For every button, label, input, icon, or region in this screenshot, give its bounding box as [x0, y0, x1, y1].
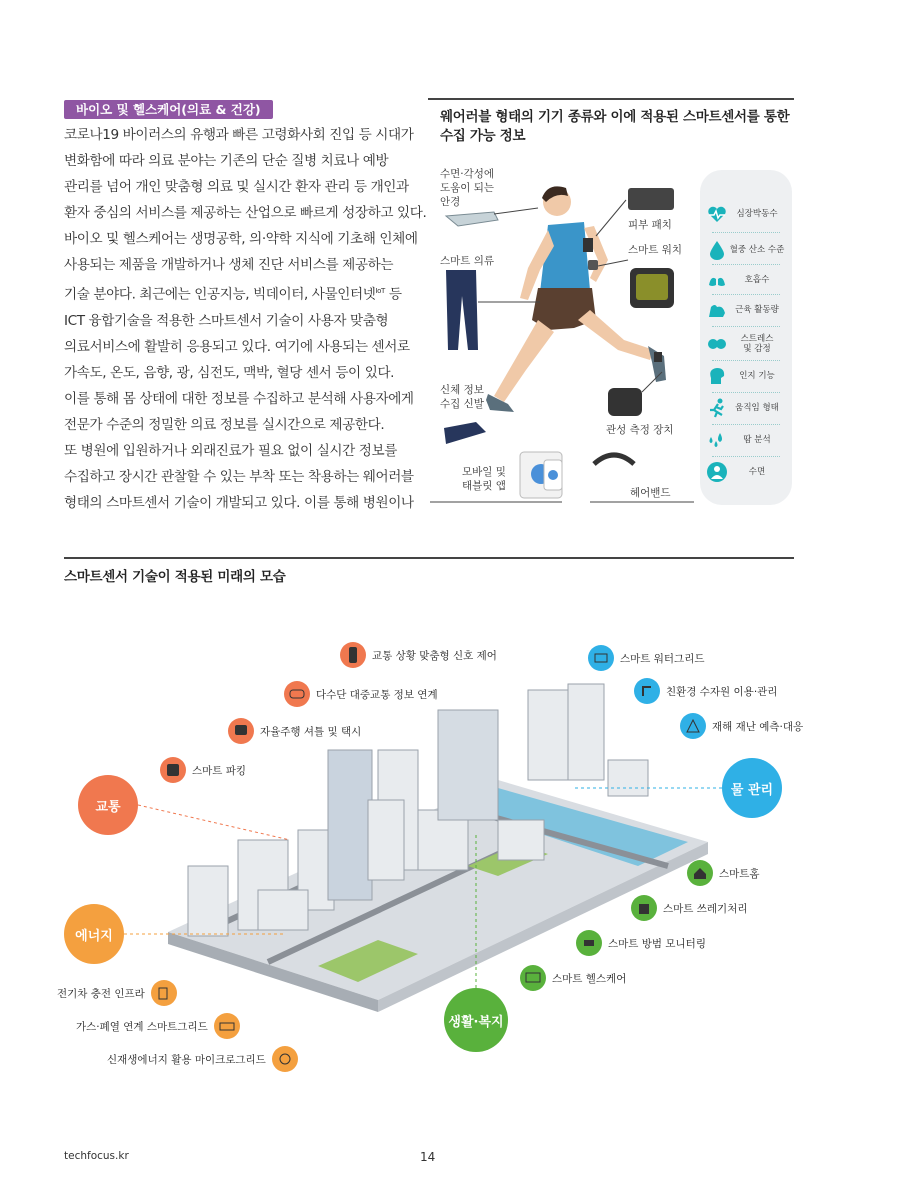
body-line: 이를 통해 몸 상태에 대한 정보를 수집하고 분석해 사용자에게 [64, 390, 414, 407]
body-line: 변화함에 따라 의료 분야는 기존의 단순 질병 치료나 예방 [64, 153, 389, 169]
footer-site: techfocus.kr [64, 1150, 129, 1162]
hub-water: 물 관리 [722, 758, 782, 818]
mobile-label: 모바일 및 태블릿 앱 [462, 466, 506, 492]
transit-route-icon [284, 681, 310, 707]
feature-healthcare: 스마트 헬스케어 [520, 965, 626, 991]
inertial-label: 관성 측정 장치 [606, 424, 674, 436]
feature-autonomous-shuttle: 자율주행 셔틀 및 택시 [228, 718, 361, 744]
glasses-label: 수면·각성에 도움이 되는 안경 [440, 168, 495, 208]
body-line: 의료서비스에 활발히 응용되고 있다. 여기에 사용되는 센서로 [64, 338, 410, 355]
parking-icon [160, 757, 186, 783]
smart-clothing-label: 스마트 의류 [440, 255, 495, 267]
info-respiration: 호흡수 [706, 264, 786, 296]
wearable-title: 웨어러블 형태의 기기 종류와 이에 적용된 스마트센서를 통한 수집 가능 정보 [440, 109, 790, 144]
body-line: 환자 중심의 서비스를 제공하는 산업으로 빠르게 성장하고 있다. [64, 205, 427, 221]
body-line: 또 병원에 입원하거나 외래진료가 필요 없이 실시간 정보를 [64, 442, 398, 459]
iot-superscript: IoT [375, 287, 385, 295]
feature-public-transit: 다수단 대중교통 정보 연계 [284, 681, 438, 707]
info-movement: 움직임 형태 [706, 392, 786, 424]
section-tag: 바이오 및 헬스케어(의료 & 건강) [64, 100, 273, 119]
body-line: 가속도, 온도, 음향, 광, 심전도, 맥박, 혈당 센서 등이 있다. [64, 364, 395, 381]
info-heartbeat: 심장박동수 [706, 198, 786, 230]
smart-watch-label: 스마트 워치 [628, 244, 683, 256]
info-muscle: 근육 활동량 [706, 294, 786, 326]
feature-microgrid: 신재생에너지 활용 마이크로그리드 [107, 1046, 298, 1072]
feature-waste: 스마트 쓰레기처리 [631, 895, 747, 921]
body-line: 관리를 넘어 개인 맞춤형 의료 및 실시간 환자 관리 등 개인과 [64, 179, 409, 195]
feature-security: 스마트 방범 모니터링 [576, 930, 706, 956]
body-line: 코로나19 바이러스의 유행과 빠른 고령화사회 진입 등 시대가 [64, 127, 414, 143]
info-stress: 스트레스 및 감정 [706, 328, 786, 360]
body-line: ICT 융합기술을 적용한 스마트센서 기술이 사용자 맞춤형 [64, 312, 389, 329]
traffic-light-icon [340, 642, 366, 668]
hub-living: 생활·복지 [444, 988, 508, 1052]
body-line: 형태의 스마트센서 기술이 개발되고 있다. 이를 통해 병원이나 [64, 494, 414, 511]
smart-grid-icon [214, 1013, 240, 1039]
body-line: 수집하고 장시간 관찰할 수 있는 부착 또는 착용하는 웨어러블 [64, 468, 414, 485]
feature-smart-parking: 스마트 파킹 [160, 757, 246, 783]
feature-ev-charging: 전기차 충전 인프라 [57, 980, 177, 1006]
feature-water-resource: 친환경 수자원 이용·관리 [634, 678, 777, 704]
waste-bin-icon [631, 895, 657, 921]
feature-gas-grid: 가스·폐열 연계 스마트그리드 [76, 1013, 240, 1039]
home-icon [687, 860, 713, 886]
body-line: 전문가 수준의 정밀한 의료 정보를 실시간으로 제공한다. [64, 416, 385, 433]
water-tap-icon [634, 678, 660, 704]
hub-energy: 에너지 [64, 904, 124, 964]
feature-water-grid: 스마트 워터그리드 [588, 645, 704, 671]
disaster-alert-icon [680, 713, 706, 739]
feature-smart-home: 스마트홈 [687, 860, 760, 886]
body-line: 바이오 및 헬스케어는 생명공학, 의·약학 지식에 기초해 인체에 [64, 231, 418, 247]
info-oxygen: 혈중 산소 수준 [706, 234, 786, 266]
info-sweat: 땀 분석 [706, 424, 786, 456]
body-line: 사용되는 제품을 개발하거나 생체 진단 서비스를 제공하는 [64, 257, 394, 273]
feature-traffic-signal: 교통 상황 맞춤형 신호 제어 [340, 642, 497, 668]
city-title: 스마트센서 기술이 적용된 미래의 모습 [64, 569, 286, 585]
page-number: 14 [420, 1150, 436, 1164]
hairband-label: 헤어밴드 [630, 487, 671, 499]
info-cognition: 인지 기능 [706, 360, 786, 392]
renewable-energy-icon [272, 1046, 298, 1072]
body-line: 기술 분야다. 최근에는 인공지능, 빅데이터, 사물인터넷$^{IoT}$ 등 [64, 286, 402, 303]
bus-icon [228, 718, 254, 744]
hub-transport: 교통 [78, 775, 138, 835]
ev-charger-icon [151, 980, 177, 1006]
shoes-label: 신체 정보 수집 신발 [440, 384, 484, 410]
water-grid-icon [588, 645, 614, 671]
skin-patch-label: 피부 패치 [628, 219, 672, 231]
security-camera-icon [576, 930, 602, 956]
info-sleep: 수면 [706, 456, 786, 488]
feature-disaster-response: 재해 재난 예측·대응 [680, 713, 803, 739]
health-monitor-icon [520, 965, 546, 991]
